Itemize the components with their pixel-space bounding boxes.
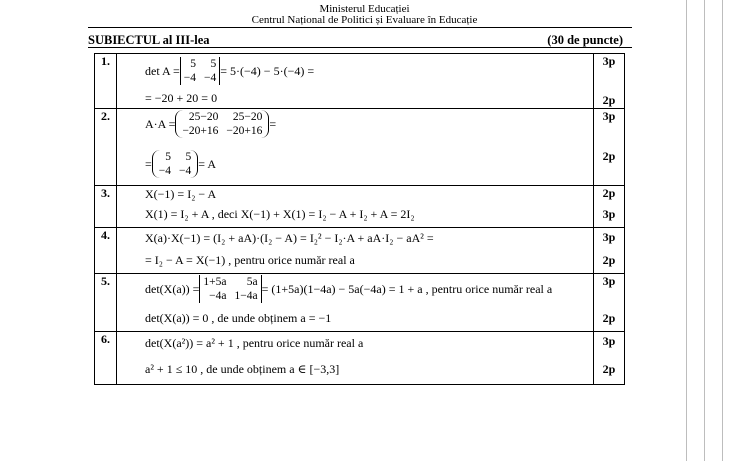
points-value: 2p xyxy=(602,311,616,325)
formula-text: = A xyxy=(198,156,217,171)
table-row xyxy=(95,332,625,385)
item-number: 4. xyxy=(95,228,117,274)
points-value: 2p xyxy=(602,186,616,200)
points-value: 2p xyxy=(602,362,616,376)
table-row xyxy=(95,228,625,274)
solutions-table xyxy=(94,53,625,385)
solution-cell xyxy=(117,186,594,228)
solution-line xyxy=(145,54,593,91)
solution-cell xyxy=(117,332,594,385)
solution-line xyxy=(145,109,593,150)
points-cell xyxy=(594,228,625,274)
matrix: 25−20 25−20 −20+16 −20+16 xyxy=(175,110,269,138)
formula-text: = xyxy=(145,156,152,171)
points-value: 2p xyxy=(602,253,616,267)
points-value: 2p xyxy=(602,149,616,163)
subject-points: (30 de puncte) xyxy=(547,33,623,47)
page-edge-line xyxy=(722,0,723,461)
table-row xyxy=(95,274,625,332)
points-value: 3p xyxy=(602,334,616,348)
points-cell xyxy=(594,54,625,109)
subject-title: SUBIECTUL al III-lea xyxy=(88,33,210,47)
subject-rule xyxy=(88,47,632,48)
points-value: 2p xyxy=(602,93,616,107)
table-row xyxy=(95,109,625,186)
solution-cell xyxy=(117,228,594,274)
solution-cell xyxy=(117,274,594,332)
item-number: 2. xyxy=(95,109,117,186)
solution-line: X(a)·X(−1) = (I₂ + aA)·(I₂ − A) = I₂² − I₂·A + aA·I₂ − aA² = xyxy=(145,231,434,245)
solution-cell xyxy=(117,109,594,186)
header-rule xyxy=(88,27,632,28)
solution-line: det(X(a²)) = a² + 1 , pentru orice număr real a xyxy=(145,336,364,350)
item-number: 6. xyxy=(95,332,117,385)
points-cell xyxy=(594,274,625,332)
formula-text: = (1+5a)(1−4a) − 5a(−4a) = 1 + a , pentru orice număr real a xyxy=(261,281,553,296)
center-header: Centrul Național de Politici și Evaluare în Educație xyxy=(251,14,478,26)
solution-line: X(1) = I₂ + A , deci X(−1) + X(1) = I₂ − A + I₂ + A = 2I₂ xyxy=(145,207,415,221)
matrix: 5 5 −4 −4 xyxy=(152,150,199,178)
item-number: 5. xyxy=(95,274,117,332)
points-value: 3p xyxy=(602,207,616,221)
item-number: 3. xyxy=(95,186,117,228)
ministry-header: Ministerul Educației xyxy=(319,3,410,15)
determinant: 1+5a 5a −4a 1−4a xyxy=(199,275,261,303)
table-row xyxy=(95,54,625,109)
table-row xyxy=(95,186,625,228)
formula-text: det A = xyxy=(145,63,180,78)
page-edge-line xyxy=(704,0,705,461)
page-edge-line xyxy=(686,0,687,461)
formula-text: A·A = xyxy=(145,116,176,131)
points-cell xyxy=(594,109,625,186)
formula-text: = xyxy=(269,116,277,131)
solution-line: = −20 + 20 = 0 xyxy=(145,91,218,105)
solution-line: X(−1) = I₂ − A xyxy=(145,187,217,201)
determinant: 5 5 −4 −4 xyxy=(180,57,221,85)
points-value: 3p xyxy=(602,230,616,244)
solution-cell xyxy=(117,54,594,109)
points-cell xyxy=(594,332,625,385)
solution-line xyxy=(145,274,593,311)
points-value: 3p xyxy=(602,274,616,288)
formula-text: = 5·(−4) − 5·(−4) = xyxy=(220,63,315,78)
formula-text: det(X(a)) = xyxy=(145,281,200,296)
solution-line: a² + 1 ≤ 10 , de unde obținem a ∈ [−3,3] xyxy=(145,362,340,376)
points-cell xyxy=(594,186,625,228)
solution-line: = I₂ − A = X(−1) , pentru orice număr real a xyxy=(145,253,355,267)
points-value: 3p xyxy=(602,109,616,123)
points-value: 3p xyxy=(602,54,616,68)
item-number: 1. xyxy=(95,54,117,109)
solution-line: det(X(a)) = 0 , de unde obținem a = −1 xyxy=(145,311,332,325)
solution-line xyxy=(145,150,593,185)
